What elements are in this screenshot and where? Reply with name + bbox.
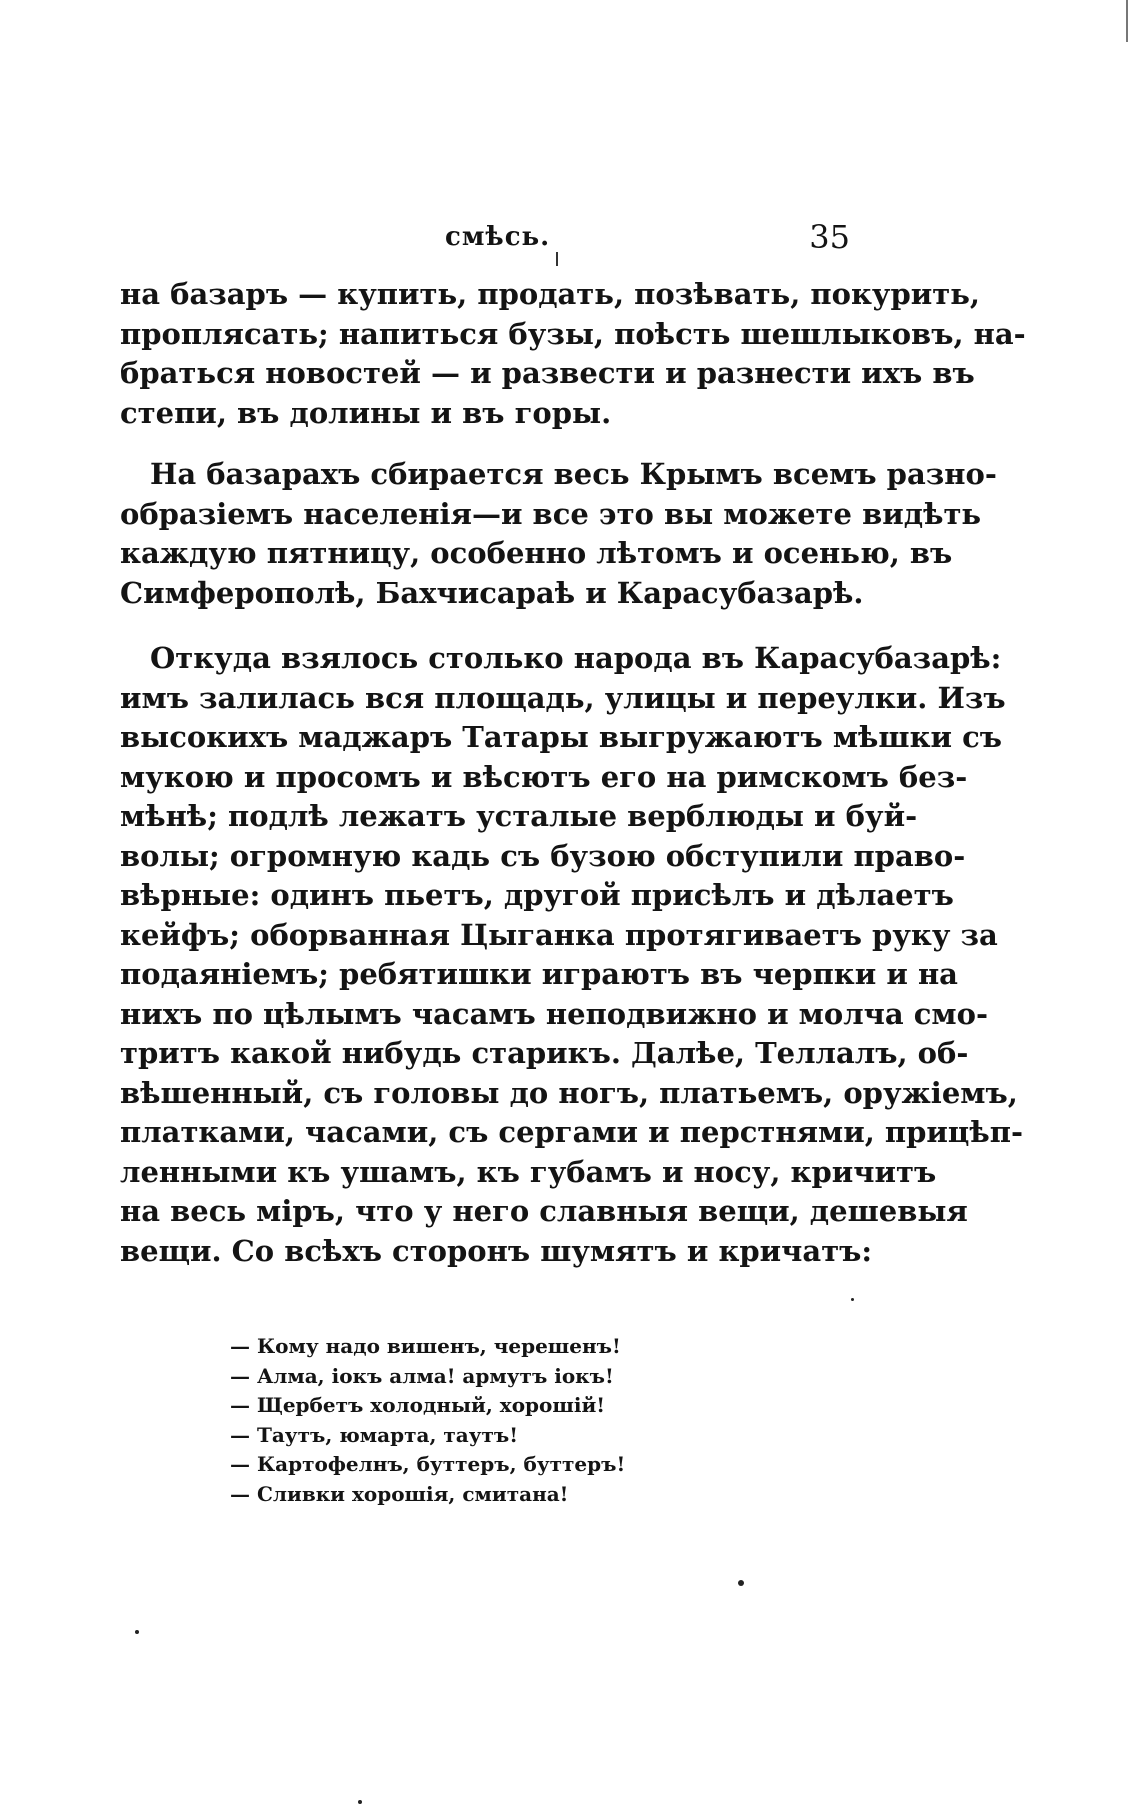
scan-speck: [851, 1298, 854, 1301]
text-line: подаяніемъ; ребятишки играютъ въ черпки и на: [120, 957, 958, 991]
vendor-cry: — Щербетъ холодный, хорошій!: [230, 1393, 606, 1417]
text-line: степи, въ долины и въ горы.: [120, 395, 612, 430]
text-line: высокихъ маджаръ Татары выгружаютъ мѣшки съ: [120, 720, 1003, 754]
paragraph-2: [120, 455, 997, 613]
scan-speck: [358, 1800, 362, 1804]
vendor-cry: — Алма, іокъ алма! армутъ іокъ!: [230, 1363, 614, 1388]
paragraph-1: [120, 275, 1026, 433]
text-line: ленными къ ушамъ, къ губамъ и носу, кричитъ: [120, 1154, 937, 1189]
running-head: смѣсь.: [445, 222, 551, 252]
text-line: вещи. Со всѣхъ сторонъ шумятъ и кричатъ:: [120, 1233, 873, 1268]
text-line: каждую пятницу, особенно лѣтомъ и осенью, въ: [120, 536, 953, 570]
text-line: имъ залилась вся площадь, улицы и переулки. Изъ: [120, 680, 1006, 715]
text-line: нихъ по цѣлымъ часамъ неподвижно и молча смо-: [120, 996, 989, 1031]
scan-edge-mark: [1126, 0, 1128, 42]
body-text: [120, 275, 1026, 1271]
text-line: Откуда взялось столько народа въ Карасубазарѣ:: [150, 641, 1002, 675]
text-line: мѣнѣ; подлѣ лежатъ усталые верблюды и буй-: [120, 799, 918, 833]
text-line: браться новостей — и развести и разнести ихъ въ: [120, 356, 975, 390]
vendor-cry: — Картофелнъ, буттеръ, буттеръ!: [230, 1452, 626, 1476]
text-line: проплясать; напиться бузы, поѣсть шешлыковъ, на-: [120, 316, 1026, 351]
vendor-cries-list: [230, 1332, 625, 1509]
page-header: [120, 218, 860, 262]
scan-speck: [135, 1630, 139, 1634]
text-line: платками, часами, съ сергами и перстнями, прицѣп-: [120, 1115, 1023, 1149]
paragraph-3: [120, 639, 1023, 1271]
text-line: образіемъ населенія—и все это вы можете видѣть: [120, 496, 982, 531]
text-line: вѣшенный, съ головы до ногъ, платьемъ, оружіемъ,: [120, 1075, 1018, 1110]
text-line: Симферополѣ, Бахчисараѣ и Карасубазарѣ.: [120, 575, 864, 610]
vendor-cry: — Сливки хорошія, смитана!: [230, 1481, 569, 1506]
vendor-cry: — Кому надо вишенъ, черешенъ!: [230, 1334, 621, 1358]
text-line: На базарахъ сбирается весь Крымъ всемъ разно-: [150, 457, 997, 491]
scan-tick: [556, 252, 558, 266]
scan-speck: [738, 1580, 744, 1586]
text-line: вѣрные: одинъ пьетъ, другой присѣлъ и дѣлаетъ: [120, 878, 954, 912]
text-line: на базаръ — купить, продать, позѣвать, покурить,: [120, 277, 981, 311]
text-line: тритъ какой нибудь старикъ. Далѣе, Теллалъ, об-: [120, 1036, 969, 1070]
text-line: волы; огромную кадь съ бузою обступили право-: [120, 838, 966, 873]
text-line: на весь міръ, что у него славныя вещи, дешевыя: [120, 1194, 968, 1228]
vendor-cry: — Таутъ, юмарта, таутъ!: [230, 1422, 519, 1447]
text-line: кейфъ; оборванная Цыганка протягиваетъ руку за: [120, 917, 998, 952]
text-line: мукою и просомъ и вѣсютъ его на римскомъ без-: [120, 759, 968, 794]
page-number: 35: [809, 218, 850, 256]
